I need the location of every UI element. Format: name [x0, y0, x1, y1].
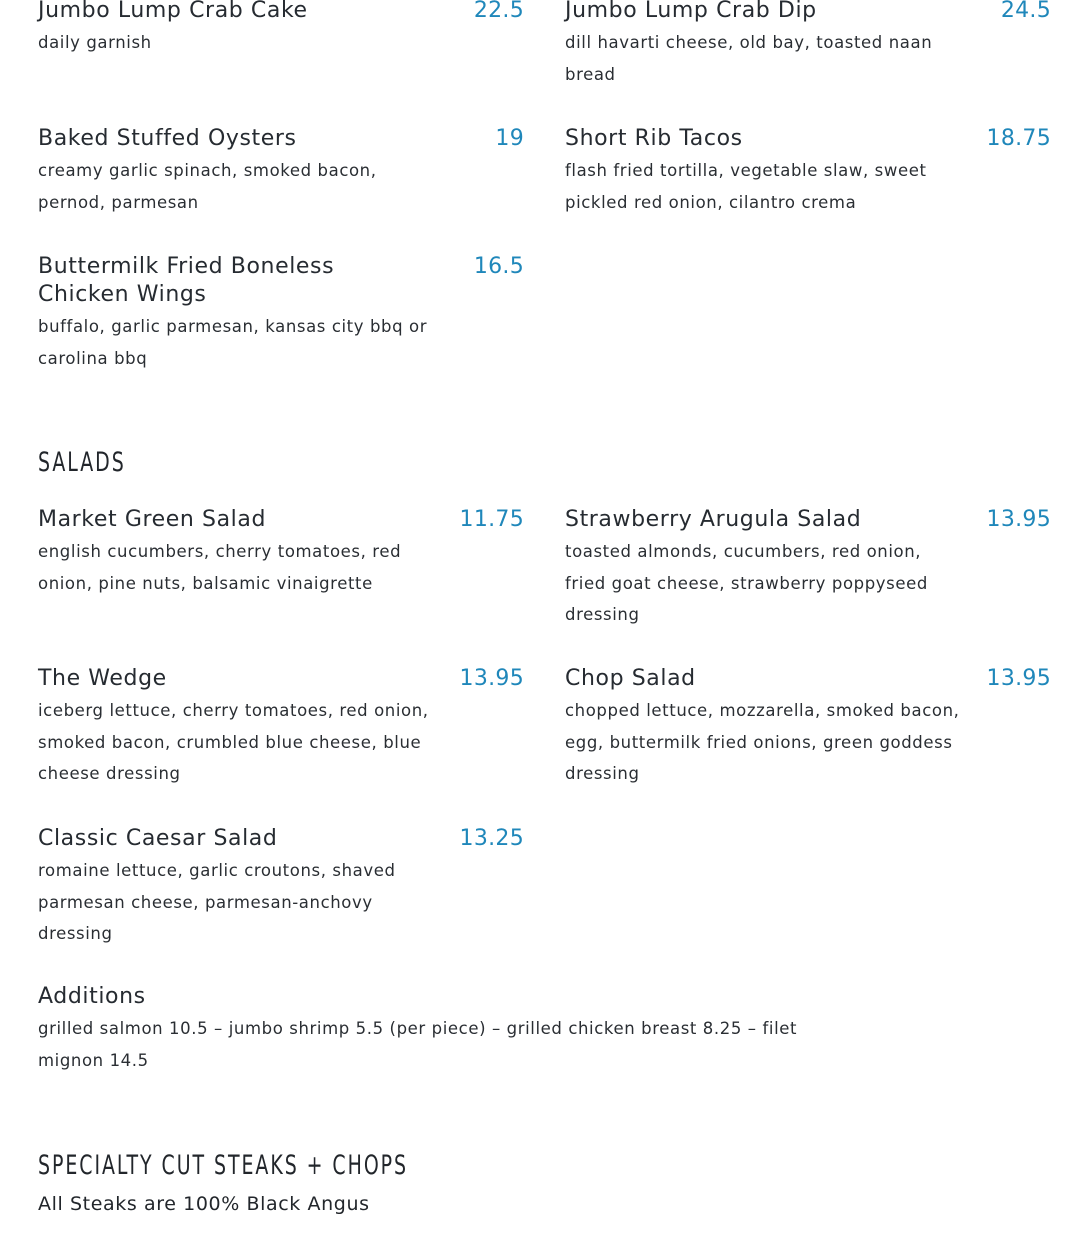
item-name: Buttermilk Fried Boneless Chicken Wings — [38, 254, 335, 307]
item-name: Market Green Salad — [38, 507, 267, 532]
item-name: Jumbo Lump Crab Cake — [38, 0, 308, 23]
item-price: 18.75 — [986, 126, 1051, 151]
item-description: romaine lettuce, garlic croutons, shaved parmesan cheese, parmesan-anchovy dressing — [38, 861, 396, 943]
menu-item — [38, 253, 524, 374]
additions-description: grilled salmon 10.5 – jumbo shrimp 5.5 (per piece) – grilled chicken breast 8.25 – filet mignon 14.5 — [38, 1019, 798, 1070]
item-name: Classic Caesar Salad — [38, 826, 278, 851]
item-name: The Wedge — [38, 666, 167, 691]
menu-item — [38, 125, 524, 218]
menu-item — [38, 825, 524, 950]
item-description: chopped lettuce, mozzarella, smoked bacon, egg, buttermilk fried onions, green goddess dressing — [565, 701, 960, 783]
item-price: 19 — [495, 126, 524, 151]
item-price: 24.5 — [1000, 0, 1051, 23]
item-price: 11.75 — [459, 507, 524, 532]
item-name: Chop Salad — [565, 666, 696, 691]
item-price: 22.5 — [473, 0, 524, 23]
item-price: 13.95 — [986, 507, 1051, 532]
menu-item — [565, 506, 1051, 631]
item-price: 16.5 — [473, 254, 524, 279]
item-description: creamy garlic spinach, smoked bacon, pernod, parmesan — [38, 161, 377, 212]
item-price: 13.25 — [459, 826, 524, 851]
section-heading-steaks: SPECIALTY CUT STEAKS + CHOPS — [38, 1150, 409, 1181]
menu-item — [38, 506, 524, 599]
item-name: Short Rib Tacos — [565, 126, 743, 151]
additions-title: Additions — [38, 984, 146, 1009]
section-heading-salads: SALADS — [38, 447, 126, 478]
menu-item — [565, 0, 1051, 90]
item-description: flash fried tortilla, vegetable slaw, sweet pickled red onion, cilantro crema — [565, 161, 927, 212]
menu-item — [38, 665, 524, 790]
item-price: 13.95 — [986, 666, 1051, 691]
item-description: daily garnish — [38, 33, 152, 52]
salad-additions — [38, 983, 858, 1076]
menu-item — [38, 0, 524, 59]
item-description: english cucumbers, cherry tomatoes, red onion, pine nuts, balsamic vinaigrette — [38, 542, 402, 593]
item-price: 13.95 — [459, 666, 524, 691]
item-description: buffalo, garlic parmesan, kansas city bbq or carolina bbq — [38, 317, 428, 368]
steaks-note: All Steaks are 100% Black Angus — [38, 1193, 370, 1215]
menu-item — [565, 665, 1051, 790]
item-description: dill havarti cheese, old bay, toasted naan bread — [565, 33, 933, 84]
item-description: iceberg lettuce, cherry tomatoes, red onion, smoked bacon, crumbled blue cheese, blue cheese dressing — [38, 701, 429, 783]
item-name: Jumbo Lump Crab Dip — [565, 0, 817, 23]
item-name: Strawberry Arugula Salad — [565, 507, 862, 532]
item-name: Baked Stuffed Oysters — [38, 126, 297, 151]
menu-item — [565, 125, 1051, 218]
item-description: toasted almonds, cucumbers, red onion, fried goat cheese, strawberry poppyseed dressing — [565, 542, 928, 624]
